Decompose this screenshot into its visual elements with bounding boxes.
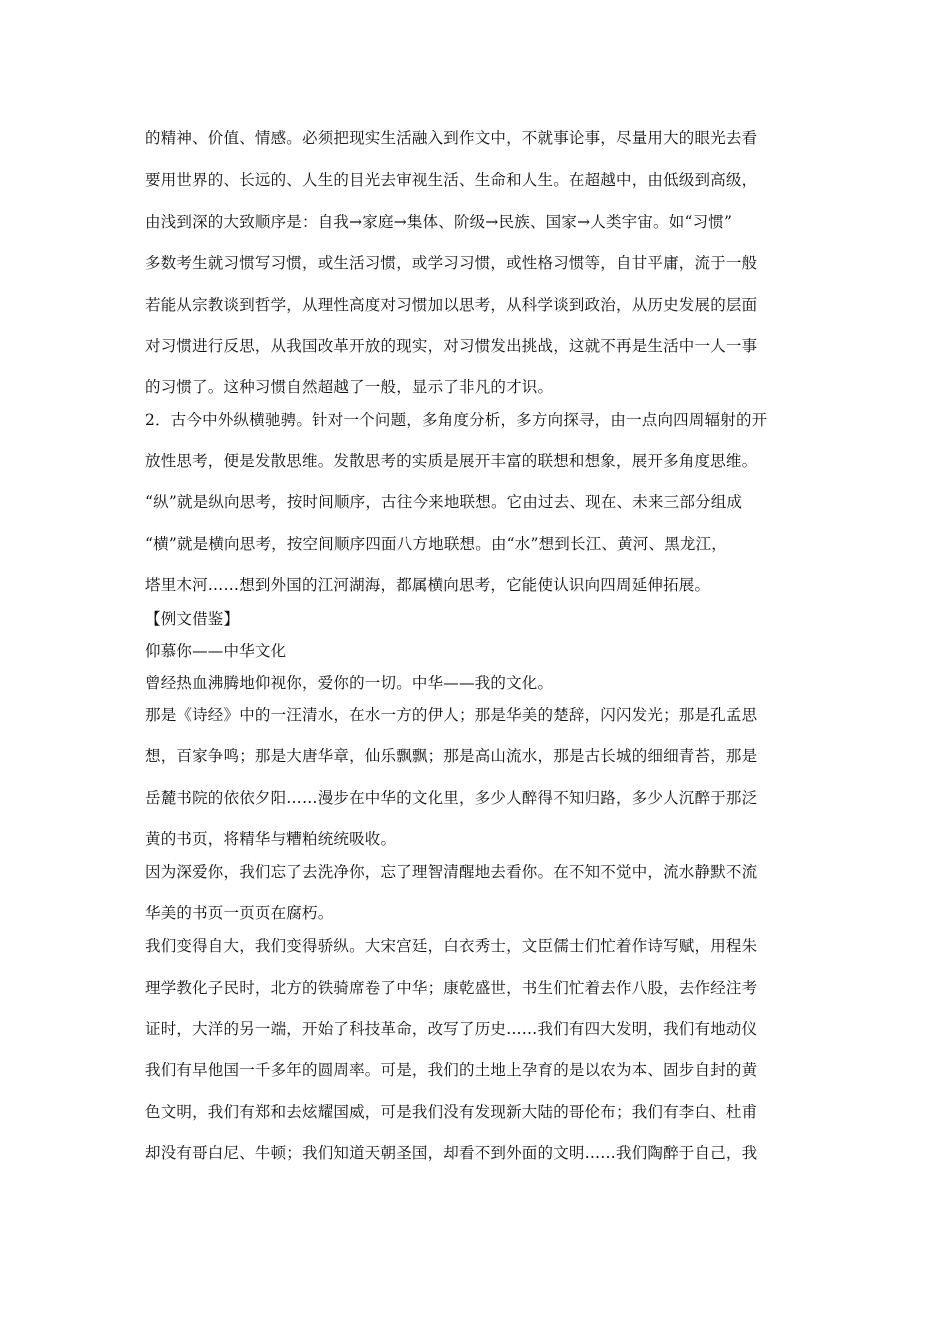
text-line: 的习惯了。这种习惯自然超越了一般，显示了非凡的才识。 xyxy=(145,378,554,396)
text-line: 塔里木河……想到外国的江河湖海，都属横向思考，它能使认识向四周延伸拓展。 xyxy=(145,576,711,594)
text-line: 黄的书页，将精华与糟粕统统吸收。 xyxy=(145,830,397,848)
text-line: 由浅到深的大致顺序是：自我→家庭→集体、阶级→民族、国家→人类宇宙。如“习惯” xyxy=(145,213,733,231)
text-line: 证时，大洋的另一端，开始了科技革命，改写了历史……我们有四大发明，我们有地动仪 xyxy=(145,1020,758,1038)
text-line: 放性思考，便是发散思维。发散思考的实质是展开丰富的联想和想象，展开多角度思维。 xyxy=(145,452,758,470)
text-line: 因为深爱你，我们忘了去洗净你，忘了理智清醒地去看你。在不知不觉中，流水静默不流 xyxy=(145,863,758,881)
text-line: 多数考生就习惯写习惯，或生活习惯，或学习习惯，或性格习惯等，自甘平庸，流于一般 xyxy=(145,254,758,272)
text-line: 那是《诗经》中的一汪清水，在水一方的伊人；那是华美的楚辞，闪闪发光；那是孔孟思 xyxy=(145,706,758,724)
text-line: 我们有早他国一千多年的圆周率。可是，我们的土地上孕育的是以农为本、固步自封的黄 xyxy=(145,1061,758,1079)
text-line: 曾经热血沸腾地仰视你，爱你的一切。中华——我的文化。 xyxy=(145,674,554,692)
text-line: 岳麓书院的依依夕阳……漫步在中华的文化里，多少人醉得不知归路，多少人沉醉于那泛 xyxy=(145,789,758,807)
text-line: 却没有哥白尼、牛顿；我们知道天朝圣国，却看不到外面的文明……我们陶醉于自己，我 xyxy=(145,1144,758,1162)
text-line: 对习惯进行反思，从我国改革开放的现实，对习惯发出挑战，这就不再是生活中一人一事 xyxy=(145,337,758,355)
text-line: 的精神、价值、情感。必须把现实生活融入到作文中，不就事论事，尽量用大的眼光去看 xyxy=(145,129,758,147)
text-line: “纵”就是纵向思考，按时间顺序，古往今来地联想。它由过去、现在、未来三部分组成 xyxy=(145,493,743,511)
text-line: 色文明，我们有郑和去炫耀国威，可是我们没有发现新大陆的哥伦布；我们有李白、杜甫 xyxy=(145,1103,758,1121)
text-line: 2．古今中外纵横驰骋。针对一个问题，多角度分析，多方向探寻，由一点向四周辐射的开 xyxy=(145,411,768,429)
section-heading: 【例文借鉴】 xyxy=(145,610,240,628)
text-line: 若能从宗教谈到哲学，从理性高度对习惯加以思考，从科学谈到政治，从历史发展的层面 xyxy=(145,296,758,314)
essay-title: 仰慕你——中华文化 xyxy=(145,642,287,660)
text-line: 我们变得自大，我们变得骄纵。大宋宫廷，白衣秀士，文臣儒士们忙着作诗写赋，用程朱 xyxy=(145,937,758,955)
text-line: 华美的书页一页页在腐朽。 xyxy=(145,904,334,922)
text-line: 要用世界的、长远的、人生的目光去审视生活、生命和人生。在超越中，由低级到高级， xyxy=(145,171,758,189)
text-line: 理学教化子民时，北方的铁骑席卷了中华；康乾盛世，书生们忙着去作八股，去作经注考 xyxy=(145,979,758,997)
text-line: 想，百家争鸣；那是大唐华章，仙乐飘飘；那是高山流水，那是古长城的细细青苔，那是 xyxy=(145,747,758,765)
text-line: “横”就是横向思考，按空间顺序四面八方地联想。由“水”想到长江、黄河、黑龙江， xyxy=(145,535,727,553)
